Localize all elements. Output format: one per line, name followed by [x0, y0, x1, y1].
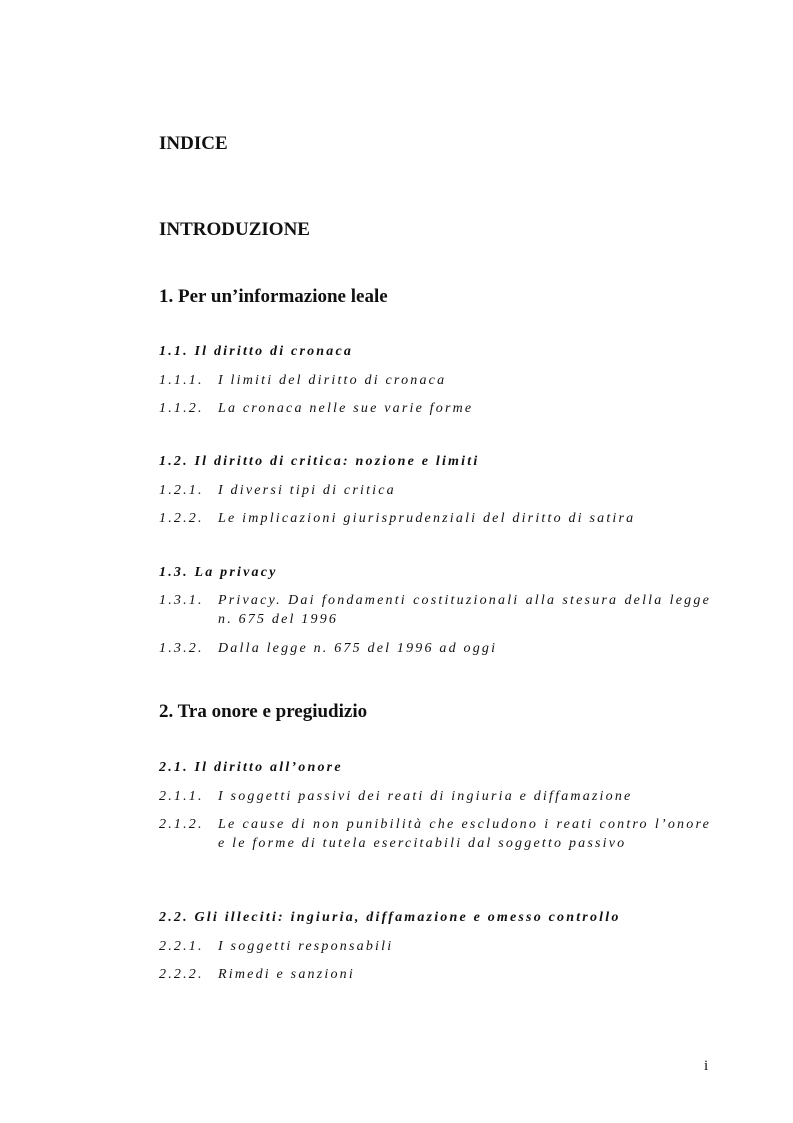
entry-number: 1.2.2.: [159, 511, 204, 526]
entry-number: 1.2.1.: [159, 483, 204, 498]
section-title: 1.3. La privacy: [159, 565, 278, 580]
index-title: INDICE: [159, 133, 228, 154]
entry-number: 1.3.2.: [159, 641, 204, 656]
entry-number: 1.1.2.: [159, 401, 204, 416]
section-title: 2.1. Il diritto all’onore: [159, 760, 343, 775]
entry-text: Dalla legge n. 675 del 1996 ad oggi: [218, 641, 498, 656]
toc-entry: [159, 481, 711, 500]
entry-text: La cronaca nelle sue varie forme: [218, 401, 474, 416]
entry-text: Le implicazioni giurisprudenziali del diritto di satira: [218, 511, 636, 526]
entry-number: 2.1.2.: [159, 817, 204, 832]
toc-entry: [159, 591, 711, 629]
toc-entry: [159, 937, 711, 956]
entry-number: 1.3.1.: [159, 593, 204, 608]
entry-text: I soggetti responsabili: [218, 939, 394, 954]
entry-number: 1.1.1.: [159, 373, 204, 388]
section-title: 2.2. Gli illeciti: ingiuria, diffamazione e omesso controllo: [159, 910, 621, 925]
toc-entry: [159, 815, 711, 853]
entry-number: 2.2.1.: [159, 939, 204, 954]
entry-text: Privacy. Dai fondamenti costituzionali alla stesura della legge n. 675 del 1996: [218, 593, 711, 627]
page-number: i: [704, 1058, 709, 1074]
entry-text: I limiti del diritto di cronaca: [218, 373, 447, 388]
toc-entry: [159, 509, 711, 528]
entry-text: Le cause di non punibilità che escludono i reati contro l’onore e le forme di tutela esercitabili dal soggetto passivo: [218, 817, 711, 851]
toc-entry: [159, 371, 711, 390]
section-title: 1.1. Il diritto di cronaca: [159, 344, 354, 359]
section-title: 1.2. Il diritto di critica: nozione e limiti: [159, 454, 480, 469]
toc-entry: [159, 965, 711, 984]
toc-entry: [159, 399, 711, 418]
chapter-title: 1. Per un’informazione leale: [159, 286, 388, 307]
introduction-title: INTRODUZIONE: [159, 219, 310, 240]
toc-entry: [159, 639, 711, 658]
entry-number: 2.2.2.: [159, 967, 204, 982]
entry-text: I soggetti passivi dei reati di ingiuria e diffamazione: [218, 789, 633, 804]
entry-text: I diversi tipi di critica: [218, 483, 396, 498]
entry-number: 2.1.1.: [159, 789, 204, 804]
toc-entry: [159, 787, 711, 806]
entry-text: Rimedi e sanzioni: [218, 967, 355, 982]
chapter-title: 2. Tra onore e pregiudizio: [159, 701, 368, 722]
